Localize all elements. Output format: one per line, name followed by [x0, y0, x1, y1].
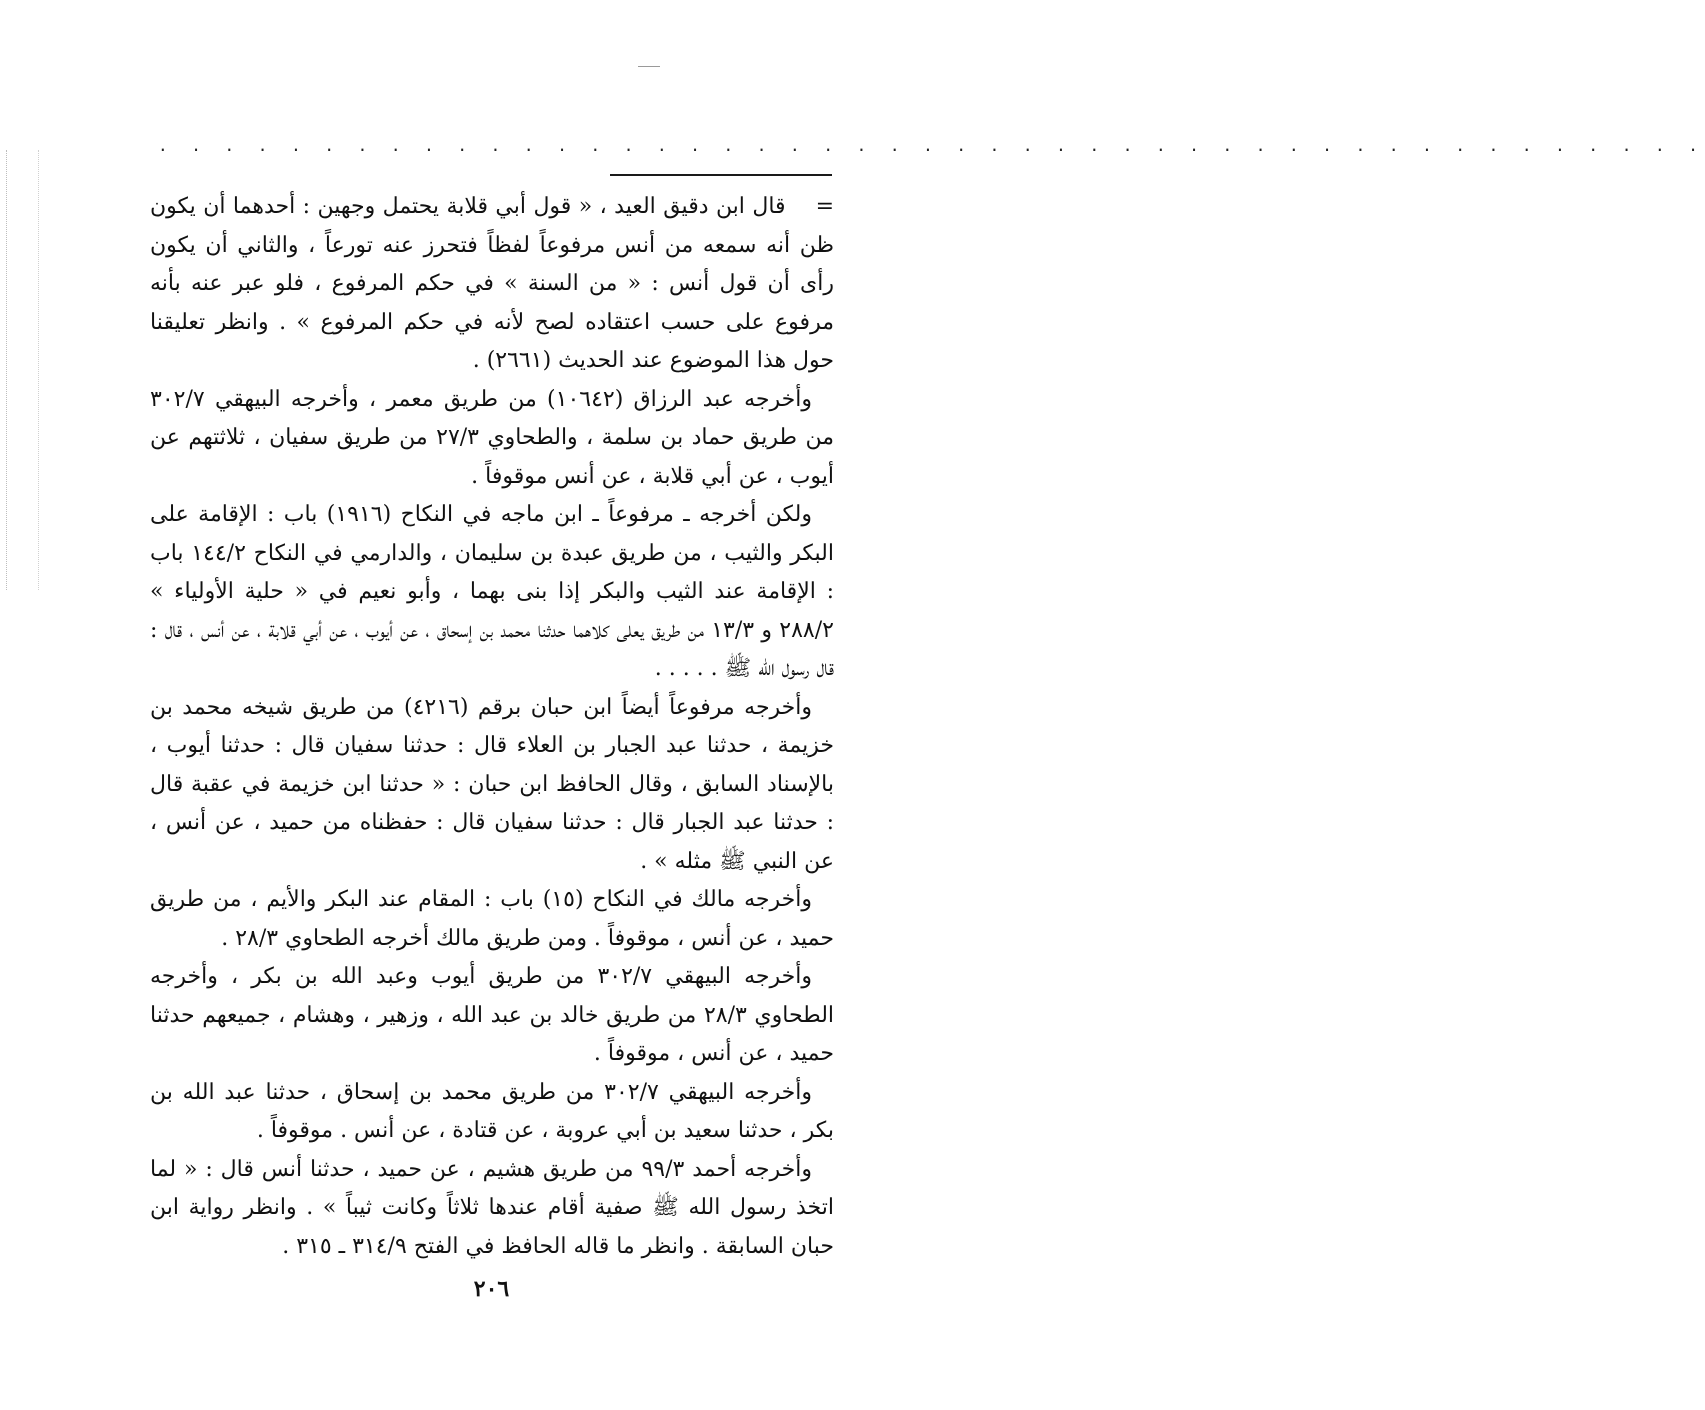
footnote-paragraph: وأخرجه مرفوعاً أيضاً ابن حبان برقم (٤٢١٦) من طريق شيخه محمد بن خزيمة ، حدثنا عبد الجبار بن العلاء قال : حدثنا سفيان قال : حدثنا أيوب ، بالإسناد السابق ، وقال الحافظ ابن حبان : « حدثنا ابن خزيمة في عقبة قال : حدثنا عبد الجبار قال : حدثنا سفيان قال : حفظناه من حميد ، عن أنس ، عن النبي ﷺ مثله » . [150, 694, 834, 874]
footnote-paragraph: وأخرجه مالك في النكاح (١٥) باب : المقام عند البكر والأيم ، من طريق حميد ، عن أنس ، موقوفاً . ومن طريق مالك أخرجه الطحاوي ٢٨/٣ . [150, 887, 834, 951]
footnote-text [150, 188, 834, 1266]
scan-mark [638, 66, 660, 67]
footnote-paragraph: وأخرجه البيهقي ٣٠٢/٧ من طريق محمد بن إسحاق ، حدثنا عبد الله بن بكر ، حدثنا سعيد بن أبي عروبة ، عن قتادة ، عن أنس . موقوفاً . [150, 1079, 834, 1143]
footnote-paragraph: وأخرجه أحمد ٩٩/٣ من طريق هشيم ، عن حميد ، حدثنا أنس قال : « لما اتخذ رسول الله ﷺ صفية أقام عندها ثلاثاً وكانت ثيباً » . وانظر رواية ابن حبان السابقة . وانظر ما قاله الحافظ في الفتح ٣١٤/٩ ـ ٣١٥ . [150, 1156, 834, 1259]
footnote-paragraph: =قال ابن دقيق العيد ، « قول أبي قلابة يحتمل وجهين : أحدهما أن يكون ظن أنه سمعه من أنس مرفوعاً لفظاً فتحرز عنه تورعاً ، والثاني أن يكون رأى أن قول أنس : « من السنة » في حكم المرفوع ، فلو عبر عنه بأنه مرفوع على حسب اعتقاده لصح لأنه في حكم المرفوع » . وانظر تعليقنا حول هذا الموضوع عند الحديث (٢٦٦١) . [150, 188, 834, 381]
dotted-separator: . . . . . . . . . . . . . . . . . . . . . . . . . . . . . . . . . . . . . . . . . . . . . . . [158, 136, 1705, 155]
continuation-mark: = [815, 194, 834, 219]
footnote-paragraph: ولكن أخرجه ـ مرفوعاً ـ ابن ماجه في النكاح (١٩١٦) باب : الإقامة على البكر والثيب ، من طريق عبدة بن سليمان ، والدارمي في النكاح ١٤٤/٢ باب : الإقامة عند الثيب والبكر إذا بنى بهما ، وأبو نعيم في « حلية الأولياء » ٢٨٨/٢ و ١٣/٣ من طريق يعلى كلاهما حدثنا محمد بن إسحاق ، عن أيوب ، عن أبي قلابة ، عن أنس ، قال : قال رسول الله ﷺ . . . . . [150, 502, 834, 681]
page-number: ٢٠٦ [473, 1276, 510, 1302]
footnote-paragraph: وأخرجه البيهقي ٣٠٢/٧ من طريق أيوب وعبد الله بن بكر ، وأخرجه الطحاوي ٢٨/٣ من طريق خالد بن عبد الله ، وزهير ، وهشام ، جميعهم حدثنا حميد ، عن أنس ، موقوفاً . [150, 964, 835, 1066]
footnote-rule [610, 174, 832, 176]
footnote-paragraph: وأخرجه عبد الرزاق (١٠٦٤٢) من طريق معمر ، وأخرجه البيهقي ٣٠٢/٧ من طريق حماد بن سلمة ، والطحاوي ٢٧/٣ من طريق سفيان ، ثلاثتهم عن أيوب ، عن أبي قلابة ، عن أنس موقوفاً . [150, 386, 834, 489]
margin-guide [6, 150, 7, 590]
margin-guide-secondary [38, 150, 39, 590]
